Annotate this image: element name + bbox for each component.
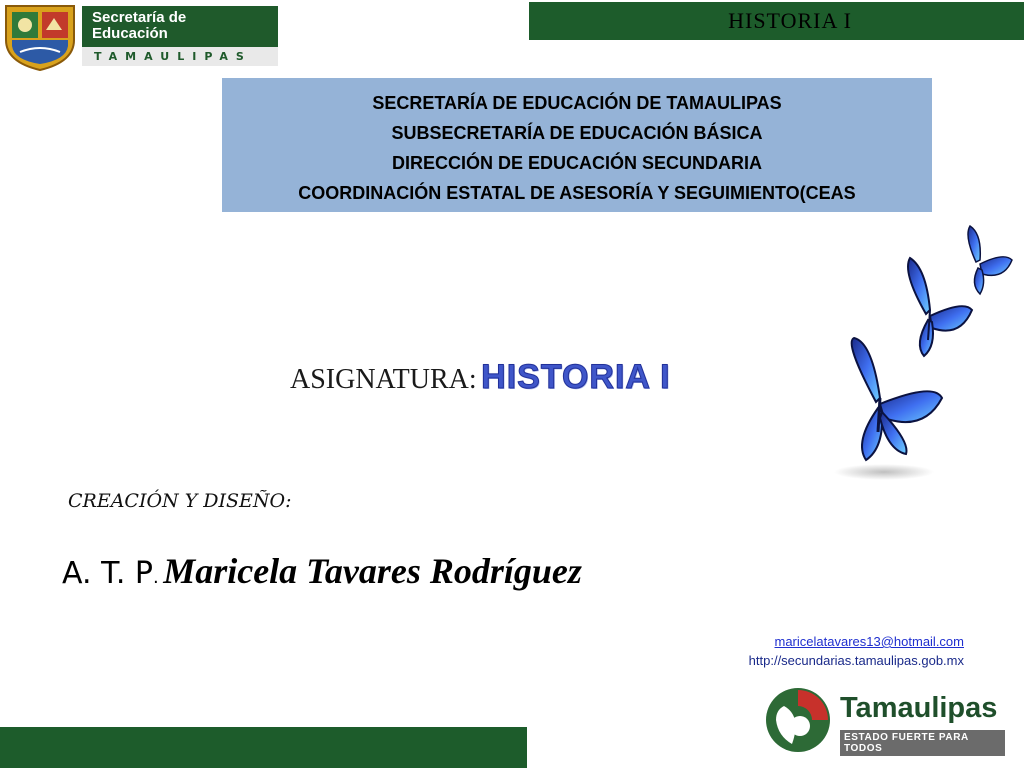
author-title: A. T. P	[62, 556, 153, 591]
state-coat-of-arms-icon	[0, 0, 80, 72]
tamaulipas-logo	[762, 686, 1012, 754]
author-title-dot: .	[153, 567, 159, 588]
logo-band	[82, 47, 278, 66]
top-bar-title: HISTORIA I	[728, 8, 852, 33]
institution-box	[222, 78, 932, 212]
tamaulipas-emblem-icon	[762, 686, 834, 754]
logo-line-3: TAMAULIPAS	[94, 50, 252, 63]
logo-line-1: Secretaría de	[92, 9, 187, 26]
institution-line: DIRECCIÓN DE EDUCACIÓN SECUNDARIA	[391, 153, 763, 173]
subject-value: HISTORIA I	[481, 358, 671, 396]
butterfly-icon	[834, 338, 942, 480]
subject-line	[290, 358, 671, 397]
credits-label: CREACIÓN Y DISEÑO:	[68, 490, 292, 512]
logo-plate	[82, 6, 278, 66]
author-name: Maricela Tavares Rodríguez	[163, 551, 582, 591]
author-line	[62, 550, 582, 592]
state-motto: ESTADO FUERTE PARA TODOS	[840, 730, 1005, 756]
state-name: Tamaulipas	[840, 692, 998, 724]
contacts	[749, 632, 964, 670]
butterfly-icon	[968, 226, 1012, 294]
bottom-bar	[0, 727, 527, 768]
butterflies-image	[814, 222, 1019, 490]
email-link[interactable]: maricelatavares13@hotmail.com	[774, 634, 964, 649]
secretaria-educacion-logo	[0, 0, 278, 72]
top-title-bar	[529, 2, 1024, 40]
institution-line: SUBSECRETARÍA DE EDUCACIÓN BÁSICA	[391, 123, 763, 143]
logo-line-2: Educación	[92, 25, 168, 42]
institution-line: SECRETARÍA DE EDUCACIÓN DE TAMAULIPAS	[372, 93, 782, 113]
website-text: http://secundarias.tamaulipas.gob.mx	[748, 653, 964, 668]
institution-line: COORDINACIÓN ESTATAL DE ASESORÍA Y SEGUIMIENTO(CEAS	[298, 183, 856, 203]
subject-label: ASIGNATURA:	[290, 364, 477, 395]
butterfly-icon	[908, 258, 972, 356]
